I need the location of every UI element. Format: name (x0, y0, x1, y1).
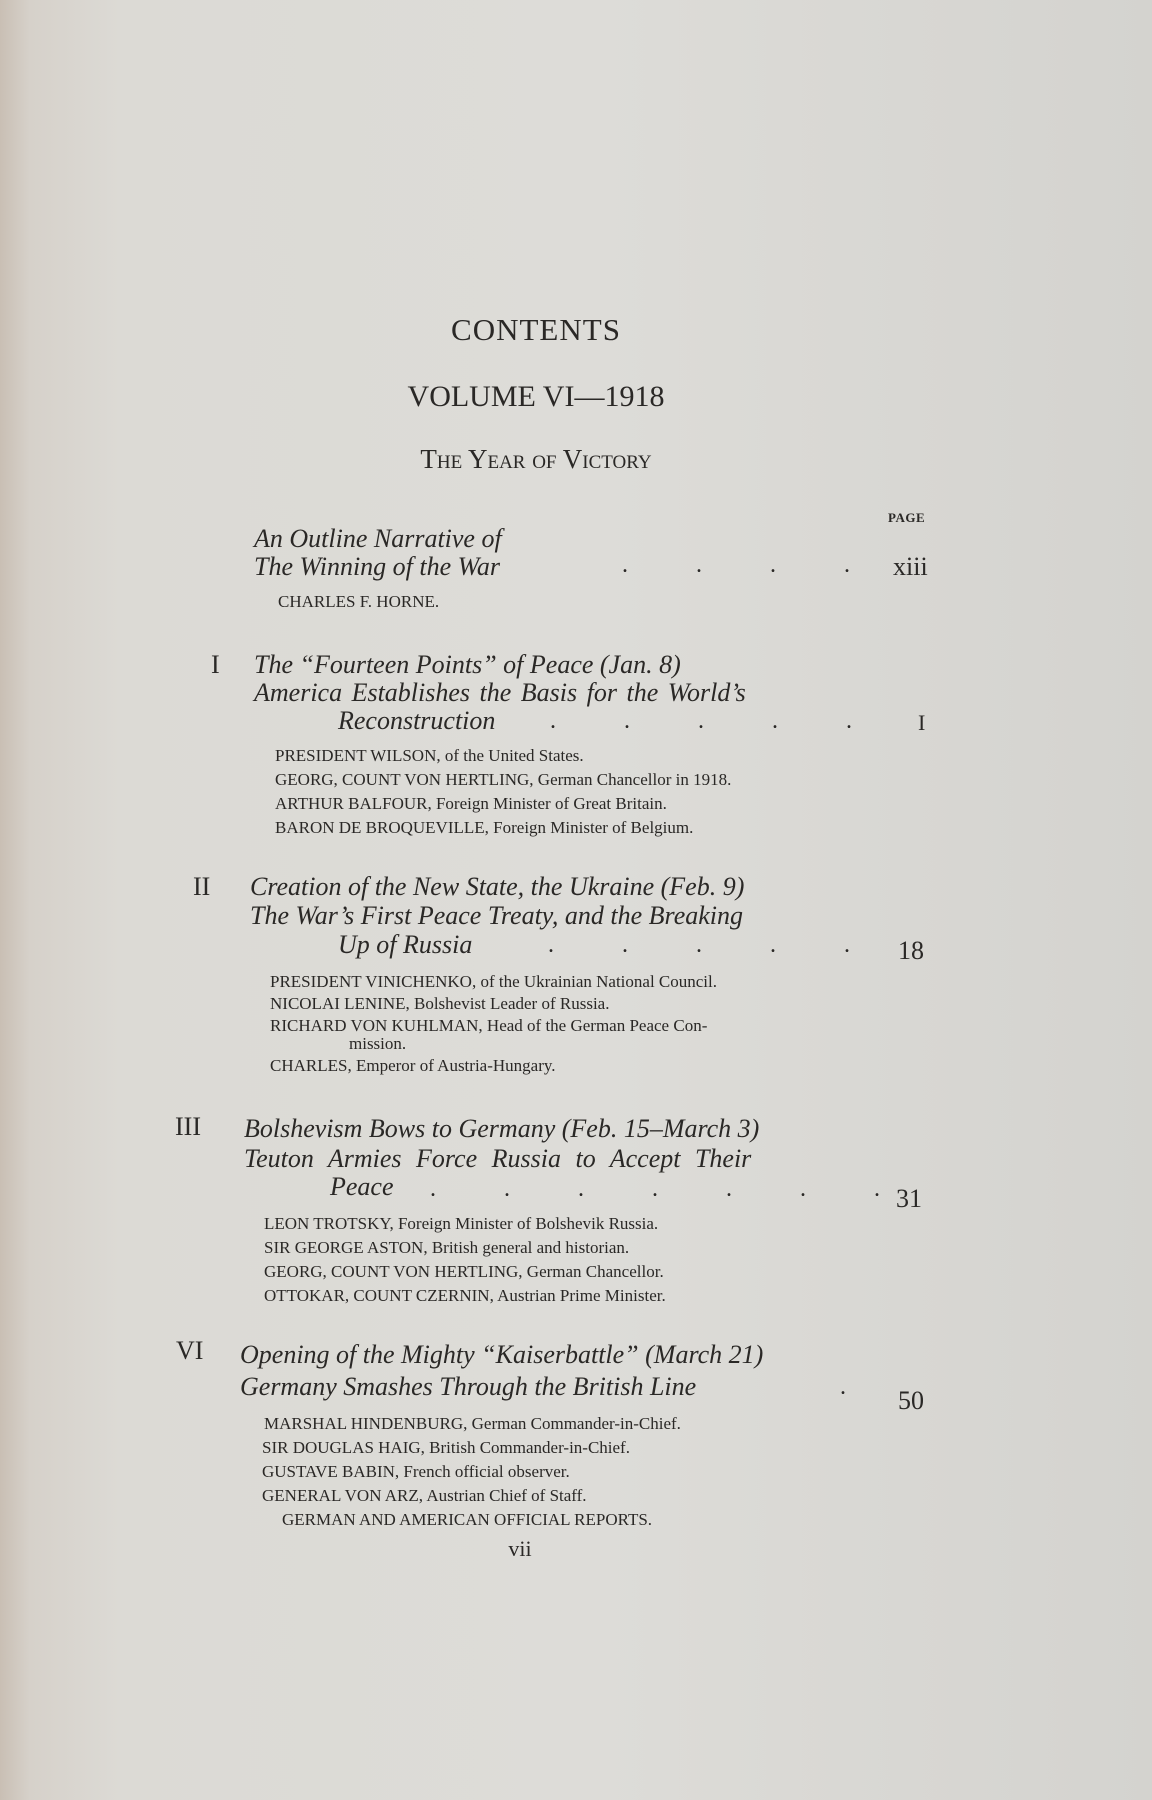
author-line: CHARLES F. HORNE. (278, 592, 440, 611)
author-line: GENERAL VON ARZ, Austrian Chief of Staff. (262, 1486, 587, 1505)
entry-numeral: I (211, 650, 220, 679)
dot-leader: . . . . . (548, 932, 850, 958)
author-line: PRESIDENT VINICHENKO, of the Ukrainian National Council. (270, 972, 717, 991)
author-line: BARON DE BROQUEVILLE, Foreign Minister of Belgium. (275, 818, 694, 837)
author-line: GEORG, COUNT VON HERTLING, German Chancellor. (264, 1262, 664, 1281)
entry-title-line: America Establishes the Basis for the World’s (254, 678, 746, 707)
entry-title-line: Teuton Armies Force Russia to Accept Their (244, 1144, 752, 1173)
author-line: CHARLES, Emperor of Austria-Hungary. (270, 1056, 556, 1075)
dot-leader: . . . . . (550, 708, 852, 734)
volume-heading: VOLUME VI—1918 (407, 380, 665, 413)
entry-page-number: xiii (893, 552, 928, 581)
author-line: MARSHAL HINDENBURG, German Commander-in-Chief. (264, 1414, 681, 1433)
entry-title-line: An Outline Narrative of (254, 524, 502, 553)
dot-leader: . (840, 1374, 846, 1400)
author-line: PRESIDENT WILSON, of the United States. (275, 746, 584, 765)
page-number-footer: vii (508, 1536, 532, 1561)
entry-page-number: I (918, 710, 926, 735)
entry-page-number: 31 (896, 1184, 922, 1213)
author-line: GUSTAVE BABIN, French official observer. (262, 1462, 570, 1481)
entry-title-line: Creation of the New State, the Ukraine (Feb. 9) (250, 872, 745, 901)
entry-title-line: The Winning of the War (254, 552, 501, 581)
entry-numeral: II (193, 872, 211, 901)
entry-title-line: Up of Russia (338, 930, 473, 959)
contents-heading: CONTENTS (451, 312, 621, 347)
entry-numeral: VI (176, 1336, 204, 1365)
dot-leader: . . . . . . . (430, 1176, 880, 1202)
author-line: SIR DOUGLAS HAIG, British Commander-in-Chief. (262, 1438, 630, 1457)
page-column-label: PAGE (888, 510, 926, 525)
author-line: GEORG, COUNT VON HERTLING, German Chancellor in 1918. (275, 770, 732, 789)
author-line: OTTOKAR, COUNT CZERNIN, Austrian Prime Minister. (264, 1286, 666, 1305)
entry-numeral: III (175, 1112, 201, 1141)
entry-title-line: The War’s First Peace Treaty, and the Breaking (250, 901, 743, 930)
entry-title-line: Bolshevism Bows to Germany (Feb. 15–March 3) (244, 1114, 760, 1143)
entry-title-line: Germany Smashes Through the British Line (240, 1372, 697, 1401)
dot-leader: . . . . (622, 552, 850, 578)
author-line: GERMAN AND AMERICAN OFFICIAL REPORTS. (282, 1510, 653, 1529)
author-line: SIR GEORGE ASTON, British general and historian. (264, 1238, 630, 1257)
author-line: NICOLAI LENINE, Bolshevist Leader of Russia. (270, 994, 610, 1013)
entry-page-number: 18 (898, 936, 924, 965)
entry-page-number: 50 (898, 1386, 924, 1415)
entry-title-line: Opening of the Mighty “Kaiserbattle” (March 21) (240, 1340, 764, 1369)
entry-title-line: Reconstruction (338, 706, 496, 735)
entry-title-line: Peace (330, 1172, 394, 1201)
volume-subtitle: The Year of Victory (420, 444, 652, 474)
author-line: ARTHUR BALFOUR, Foreign Minister of Great Britain. (275, 794, 667, 813)
author-line: mission. (349, 1034, 407, 1053)
author-line: RICHARD VON KUHLMAN, Head of the German Peace Con- (270, 1016, 708, 1035)
author-line: LEON TROTSKY, Foreign Minister of Bolshevik Russia. (264, 1214, 659, 1233)
entry-title-line: The “Fourteen Points” of Peace (Jan. 8) (254, 650, 681, 679)
